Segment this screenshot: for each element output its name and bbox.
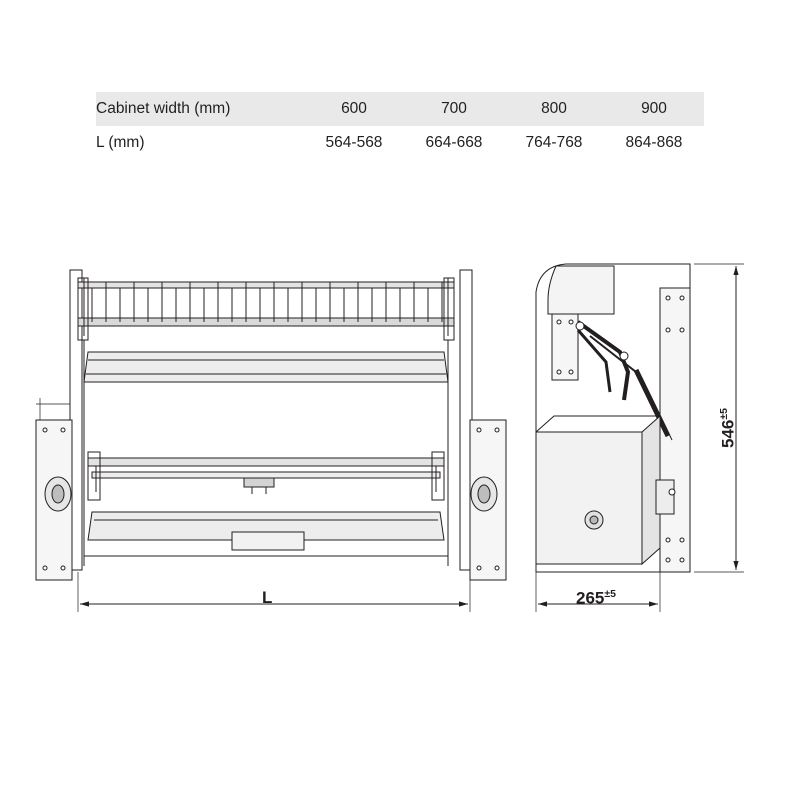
side-top-cover (548, 266, 614, 314)
side-lower-bracket-hole (669, 489, 675, 495)
upper-drip-tray (84, 352, 448, 382)
basket-body-front (536, 432, 642, 564)
cabinet-width-header-text: Cabinet width (mm) (96, 100, 231, 117)
centre-latch (244, 478, 274, 487)
table-header-value-700: 700 (404, 92, 504, 126)
front-view (36, 270, 506, 612)
pivot-joint-top (576, 322, 584, 330)
side-left-plate (552, 314, 578, 380)
lower-basket-second-rail (92, 472, 440, 478)
depth-dimension-value: 265 (576, 588, 605, 608)
lower-tray-tab (232, 532, 304, 550)
table-header-value-600: 600 (304, 92, 404, 126)
right-pivot-knob-inner (478, 485, 490, 503)
pivot-joint-mid (620, 352, 628, 360)
table-cell-l-600: 564-568 (304, 126, 404, 160)
table-cell-l-700: 664-668 (404, 126, 504, 160)
basket-knob-inner (590, 516, 598, 524)
table-cell-l-800: 764-768 (504, 126, 604, 160)
lower-basket-top-rail (88, 458, 444, 466)
height-dimension-tolerance: ±5 (718, 408, 730, 420)
depth-dimension-label (576, 588, 616, 609)
table-cell-l-900: 864-868 (604, 126, 704, 160)
left-pivot-knob-inner (52, 485, 64, 503)
height-dimension-value: 546 (718, 419, 738, 448)
front-width-dimension-label: L (262, 588, 273, 607)
table-header-value-800: 800 (504, 92, 604, 126)
side-lower-bracket (656, 480, 674, 514)
depth-dimension-tolerance: ±5 (604, 588, 616, 600)
side-view (536, 264, 744, 612)
height-dimension-label (718, 408, 739, 448)
length-row-text: L (mm) (96, 134, 145, 151)
table-header-value-900: 900 (604, 92, 704, 126)
